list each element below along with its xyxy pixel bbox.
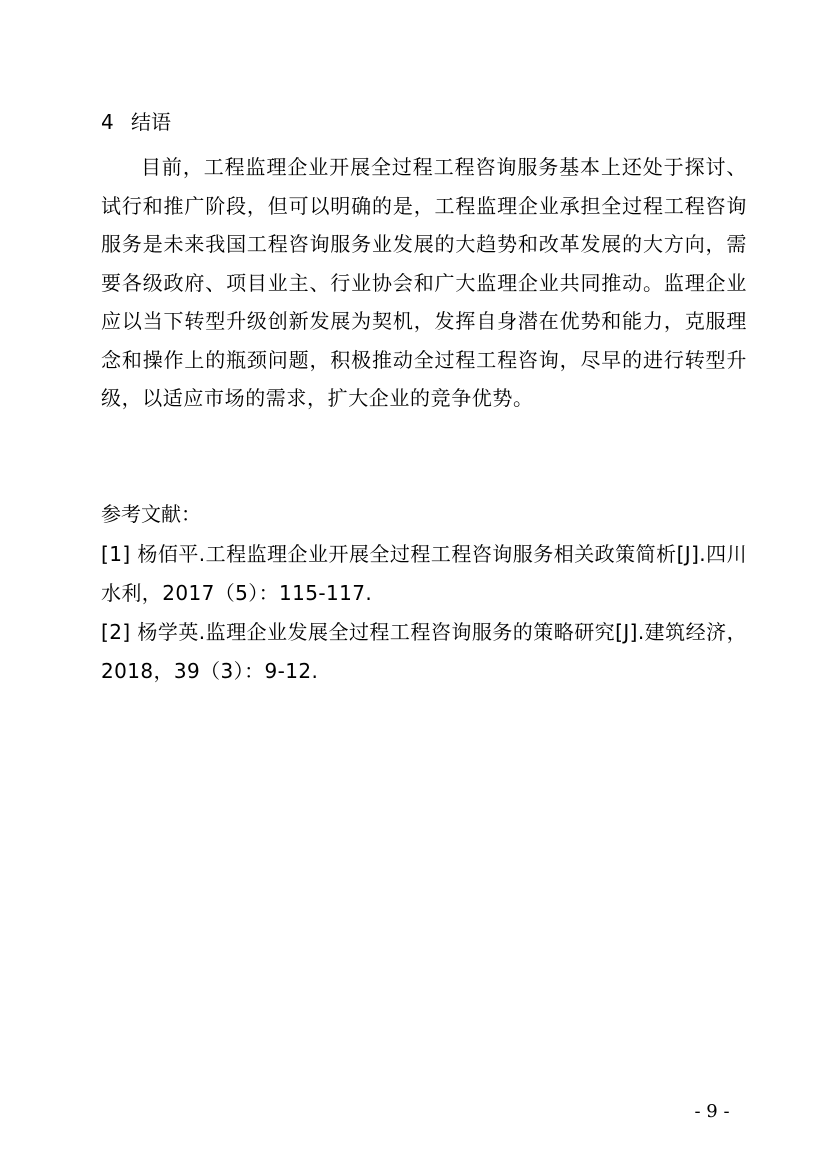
section-title: 结语 (131, 110, 171, 134)
section-number: 4 (101, 110, 114, 134)
references-heading: 参考文献： (101, 502, 201, 526)
body-paragraph: 目前，工程监理企业开展全过程工程咨询服务基本上还处于探讨、试行和推广阶段，但可以明确的是，工程监理企业承担全过程工程咨询服务是未来我国工程咨询服务业发展的大趋势和改革发展的大方向，需要各级政府、项目业主、行业协会和广大监理企业共同推动。监理企业应以当下转型升级创新发展为契机，发挥自身潜在优势和能力，克服理念和操作上的瓶颈问题，积极推动全过程工程咨询，尽早的进行转型升级，以适应市场的需求，扩大企业的竞争优势。 (101, 155, 747, 410)
section-heading (101, 108, 171, 136)
page-number: - 9 - (694, 1101, 730, 1122)
reference-item-2: [2] 杨学英.监理企业发展全过程工程咨询服务的策略研究[J].建筑经济，2018，39（3）：9-12. (101, 620, 747, 683)
reference-item-1: [1] 杨佰平.工程监理企业开展全过程工程咨询服务相关政策简析[J].四川水利，2017（5）：115-117. (101, 542, 747, 605)
